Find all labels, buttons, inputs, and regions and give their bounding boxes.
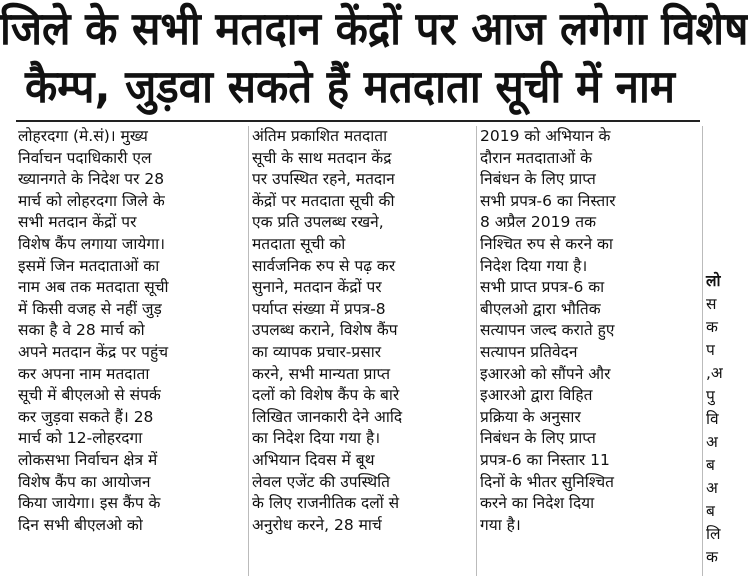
column-3-line: गया है। [480, 515, 521, 534]
edge-line: ब [706, 456, 715, 474]
column-2-line: लेवल एजेंट की उपस्थिति [252, 472, 391, 491]
column-1-line: मार्च को लोहरदगा जिले के [18, 191, 165, 210]
column-3-line: निश्चित रुप से करने का [480, 234, 613, 253]
edge-line: अ [706, 479, 718, 497]
column-2-line: का निदेश दिया गया है। [252, 429, 381, 448]
article-column-3 [480, 126, 700, 576]
column-1-line: ख्यानगते के निदेश पर 28 [18, 170, 165, 189]
column-3-line: बीएलओ द्वारा भौतिक [480, 299, 601, 318]
headline-line-2: कैम्प, जुड़वा सकते हैं मतदाता सूची में नाम [25, 60, 675, 113]
column-1-line: इसमें जिन मतदाताओं का [18, 256, 160, 275]
column-3-line: इआरओ को सौंपने और [480, 364, 611, 383]
column-1-line: लोकसभा निर्वाचन क्षेत्र में [18, 450, 158, 469]
headline [0, 0, 748, 116]
column-2-line: का व्यापक प्रचार-प्रसार [252, 342, 382, 361]
column-3-line: प्रपत्र-6 का निस्तार 11 [480, 450, 610, 469]
article-column-2 [252, 126, 474, 576]
column-2-line: एक प्रति उपलब्ध रखने, [252, 213, 384, 232]
edge-line: अ [706, 433, 718, 451]
column-3-line: प्रक्रिया के अनुसार [480, 407, 581, 426]
column-1-line: विशेष कैंप लगाया जायेगा। [18, 234, 165, 253]
article-column-1 [18, 126, 246, 576]
edge-line: स [706, 295, 717, 313]
column-2-line: पर उपस्थित रहने, मतदान [252, 170, 395, 189]
column-1-line: दिन सभी बीएलओ को [18, 515, 143, 534]
column-1-line: विशेष कैंप का आयोजन [18, 472, 151, 491]
edge-line: लो [706, 272, 721, 290]
column-3-line: निबंधन के लिए प्राप्त [480, 429, 596, 448]
column-3-line: सभी प्रपत्र-6 का निस्तार [480, 191, 616, 210]
column-1-line: सभी मतदान केंद्रों पर [18, 213, 137, 232]
column-2-line: के लिए राजनीतिक दलों से [252, 494, 400, 513]
column-2-line: सार्वजनिक रुप से पढ़ कर [252, 256, 396, 275]
column-1-line: सूची में बीएलओ से संपर्क [18, 386, 161, 405]
column-2-line: सूची के साथ मतदान केंद्र [252, 148, 392, 167]
column-1-line: नाम अब तक मतदाता सूची [18, 278, 169, 297]
edge-line: क [706, 548, 718, 566]
column-3-line: निबंधन के लिए प्राप्त [480, 170, 596, 189]
column-3-line: 8 अप्रैल 2019 तक [480, 213, 596, 232]
column-1-line: में किसी वजह से नहीं जुड़ [18, 299, 162, 318]
edge-line: वि [706, 410, 719, 428]
column-2-line: मतदाता सूची को [252, 234, 346, 253]
column-rule [702, 126, 703, 576]
column-rule [476, 126, 477, 576]
column-3-line: इआरओ द्वारा विहित [480, 386, 593, 405]
column-3-line: दिनों के भीतर सुनिश्चित [480, 472, 615, 491]
column-2-line: अंतिम प्रकाशित मतदाता [252, 127, 388, 145]
edge-line: पु [706, 387, 715, 405]
column-2-line: करने, सभी मान्यता प्राप्त [252, 364, 391, 383]
edge-line: ,अ [706, 364, 723, 382]
column-1-line: किया जायेगा। इस कैंप के [18, 494, 161, 513]
column-3-line: निदेश दिया गया है। [480, 256, 588, 275]
column-2-line: अनुरोध करने, 28 मार्च [252, 515, 382, 534]
edge-line: लि [706, 525, 721, 543]
column-2-line: दलों को विशेष कैंप के बारे [252, 386, 400, 405]
column-3-line: दौरान मतदाताओं के [480, 148, 592, 167]
column-3-line: सत्यापन प्रतिवेदन [480, 342, 578, 361]
edge-line: क [706, 318, 718, 336]
column-rule [248, 126, 249, 576]
column-2-line: उपलब्ध कराने, विशेष कैंप [252, 321, 398, 340]
column-2-line: पर्याप्त संख्या में प्रपत्र-8 [252, 299, 386, 318]
headline-divider [16, 120, 700, 122]
column-2-line: लिखित जानकारी देने आदि [252, 407, 403, 426]
column-3-line: सत्यापन जल्द कराते हुए [480, 321, 615, 340]
column-3-line: 2019 को अभियान के [480, 127, 611, 145]
column-1-line: लोहरदगा (मे.सं)। मुख्य [18, 127, 148, 145]
column-2-line: अभियान दिवस में बूथ [252, 450, 375, 469]
column-2-line: केंद्रों पर मतदाता सूची की [252, 191, 395, 210]
column-3-line: करने का निदेश दिया [480, 494, 595, 513]
headline-line-1: जिले के सभी मतदान केंद्रों पर आज लगेगा विशेष [0, 1, 748, 55]
column-1-line: सका है वे 28 मार्च को [18, 321, 145, 340]
column-1-line: कर अपना नाम मतदाता [18, 364, 150, 383]
adjacent-article-edge [706, 270, 723, 576]
column-1-line: अपने मतदान केंद्र पर पहुंच [18, 342, 169, 361]
edge-line: ब [706, 502, 715, 520]
edge-line: प [706, 341, 715, 359]
column-2-line: सुनाने, मतदान केंद्रों पर [252, 278, 382, 297]
column-1-line: कर जुड़वा सकते हैं। 28 [18, 407, 154, 426]
column-1-line: मार्च को 12-लोहरदगा [18, 429, 143, 448]
column-1-line: निर्वाचन पदाधिकारी एल [18, 148, 152, 167]
column-3-line: सभी प्राप्त प्रपत्र-6 का [480, 278, 605, 297]
